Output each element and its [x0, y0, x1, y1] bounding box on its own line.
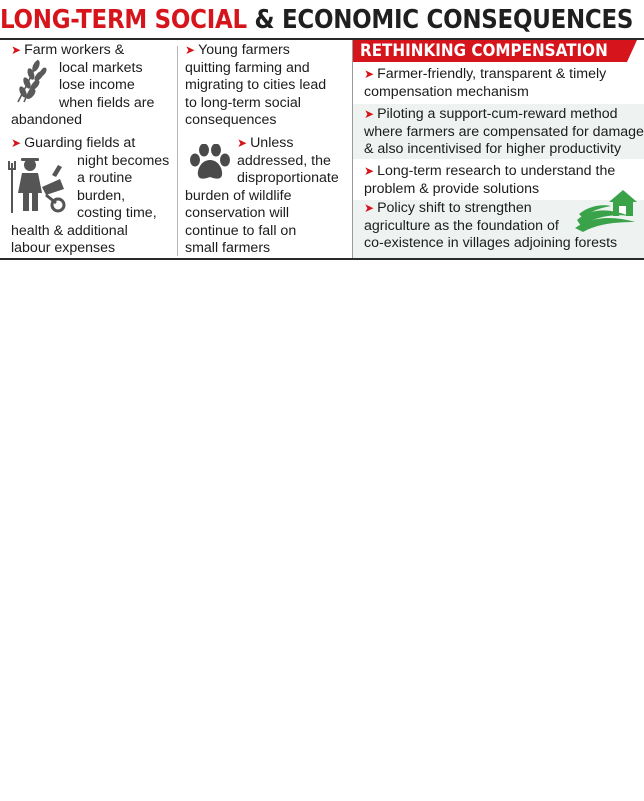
headline-part-red: LONG-TERM SOCIAL	[0, 5, 247, 35]
column-2	[179, 40, 351, 258]
col1-item-2: ➤ Guarding fields at night becomes a routine burden, costing time, health & additional labour expenses	[11, 135, 170, 256]
farmhouse-icon	[575, 186, 639, 232]
col3-item-2: ➤ Piloting a support-cum-reward method where farmers are compensated for damage & also incentivised for higher productivity	[353, 104, 644, 159]
col2-item-1: ➤ Young farmers quitting farming and migrating to cities lead to long-term social consequences	[185, 42, 327, 128]
col1-item-1: ➤ Farm workers & local markets lose income when fields are abandoned	[11, 42, 155, 128]
column-3	[352, 40, 644, 258]
col2-item-2: ➤ Unless addressed, the disproportionate burden of wildlife conservation will continue to fall on small farmers	[185, 135, 339, 256]
column-divider	[177, 46, 178, 256]
headline-part-dark: & ECONOMIC CONSEQUENCES	[254, 5, 634, 35]
bullet-arrow-icon: ➤	[11, 136, 22, 150]
bullet-arrow-icon: ➤	[364, 201, 375, 215]
banner-title: RETHINKING COMPENSATION	[360, 41, 608, 60]
bullet-arrow-icon: ➤	[364, 107, 375, 121]
bullet-arrow-icon: ➤	[185, 43, 196, 57]
bullet-arrow-icon: ➤	[364, 164, 375, 178]
bullet-arrow-icon: ➤	[11, 43, 22, 57]
bullet-arrow-icon: ➤	[364, 67, 375, 81]
infographic-panel	[0, 38, 644, 260]
headline	[0, 2, 634, 38]
rethinking-compensation-banner	[353, 40, 644, 62]
column-1	[0, 40, 176, 258]
col3-item-1: ➤ Farmer-friendly, transparent & timely compensation mechanism	[364, 66, 607, 100]
col3-item-3: ➤ Long-term research to understand the problem & provide solutions	[364, 163, 616, 197]
bullet-arrow-icon: ➤	[237, 136, 248, 150]
col3-item-4: ➤ Policy shift to strengthen agriculture as the foundation of co-existence in villages adjoining forests	[353, 200, 644, 258]
